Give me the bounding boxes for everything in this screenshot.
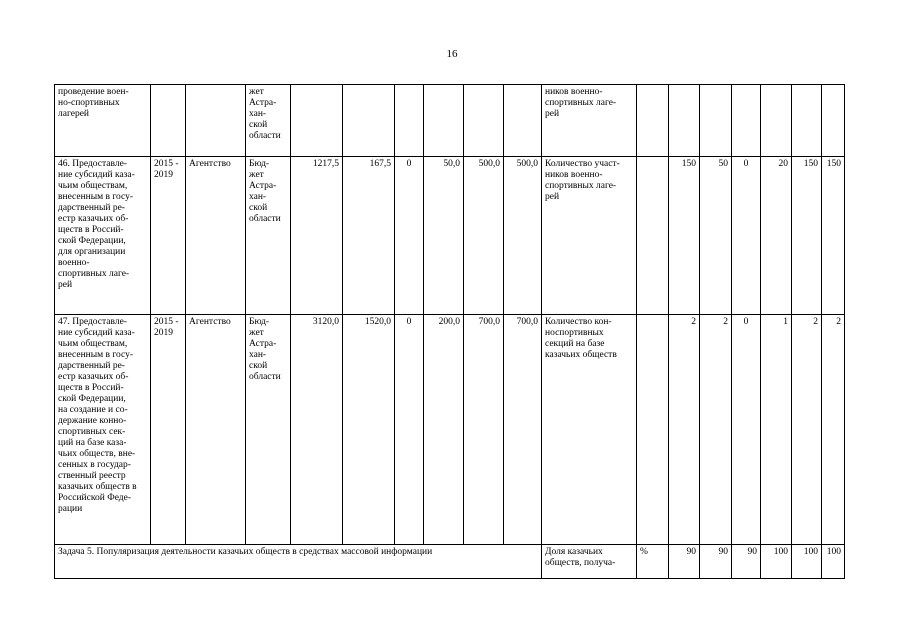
source-cell: жет Астра- хан- ской области [246,85,291,157]
executor-cell: Агентство [186,157,246,315]
year-2018-cell: 500,0 [464,157,504,315]
total-cell [291,85,343,157]
indicator-value-cell: 0 [732,315,761,545]
program-table [54,84,845,579]
task-row [55,545,845,579]
executor-cell [186,85,246,157]
indicator-value-cell [761,85,792,157]
year-2018-cell [464,85,504,157]
indicator-value-cell: 2 [700,315,732,545]
task-title-cell: Задача 5. Популяризация деятельности казачьих обществ в средствах массовой информации [55,545,542,579]
indicator-value-cell: 150 [669,157,700,315]
indicator-value-cell: 2 [669,315,700,545]
year-2017-cell: 50,0 [424,157,464,315]
task-value-cell: 100 [792,545,822,579]
unit-cell [637,85,669,157]
total-cell: 1217,5 [291,157,343,315]
period-cell: 2015 - 2019 [151,157,186,315]
indicator-value-cell: 2 [792,315,822,545]
task-indicator-cell: Доля казачьих обществ, получа- [542,545,637,579]
task-value-cell: 90 [700,545,732,579]
indicator-value-cell [822,85,845,157]
indicator-value-cell [732,85,761,157]
year-2016-cell: 0 [395,315,424,545]
indicator-cell: Количество участ- ников военно- спортивных лаге- рей [542,157,637,315]
executor-cell: Агентство [186,315,246,545]
year-2018-cell: 700,0 [464,315,504,545]
indicator-value-cell: 0 [732,157,761,315]
table-row [55,85,845,157]
year-2017-cell [424,85,464,157]
year-2019-cell: 500,0 [504,157,542,315]
indicator-value-cell: 1 [761,315,792,545]
table-row [55,315,845,545]
source-cell: Бюд- жет Астра- хан- ской области [246,315,291,545]
page-number: 16 [446,48,458,60]
year-2017-cell: 200,0 [424,315,464,545]
indicator-cell: ников военно- спортивных лаге- рей [542,85,637,157]
source-cell: Бюд- жет Астра- хан- ской области [246,157,291,315]
task-value-cell: 100 [822,545,845,579]
task-value-cell: 90 [732,545,761,579]
indicator-cell: Количество кон- носпортивных секций на базе казачьих обществ [542,315,637,545]
year-2019-cell: 700,0 [504,315,542,545]
period-cell: 2015 - 2019 [151,315,186,545]
unit-cell [637,157,669,315]
year-2016-cell: 0 [395,157,424,315]
year-2015-cell: 167,5 [343,157,395,315]
year-2015-cell [343,85,395,157]
indicator-value-cell [792,85,822,157]
task-value-cell: 90 [669,545,700,579]
task-value-cell: 100 [761,545,792,579]
indicator-value-cell: 50 [700,157,732,315]
year-2016-cell [395,85,424,157]
year-2015-cell: 1520,0 [343,315,395,545]
indicator-value-cell: 150 [792,157,822,315]
total-cell: 3120,0 [291,315,343,545]
task-unit-cell: % [637,545,669,579]
measure-cell: 47. Предоставле- ние субсидий каза- чьим обществам, внесенным в госу- дарственный ре- естр казачьих об- ществ в Россий- ской Федерации, на создание и со- держание конно- спортивных сек- ций на базе каза- чьих обществ, вне- сенных в государ- ственный реестр казачьих обществ в Российской Феде- рации [55,315,151,545]
indicator-value-cell [669,85,700,157]
measure-cell: 46. Предоставле- ние субсидий каза- чьим обществам, внесенным в госу- дарственный ре- естр казачьих об- ществ в Россий- ской Федерации, для организации военно- спортивных лаге- рей [55,157,151,315]
table-row [55,157,845,315]
indicator-value-cell: 20 [761,157,792,315]
unit-cell [637,315,669,545]
measure-cell: проведение воен- но-спортивных лагерей [55,85,151,157]
period-cell [151,85,186,157]
indicator-value-cell: 2 [822,315,845,545]
indicator-value-cell: 150 [822,157,845,315]
year-2019-cell [504,85,542,157]
indicator-value-cell [700,85,732,157]
